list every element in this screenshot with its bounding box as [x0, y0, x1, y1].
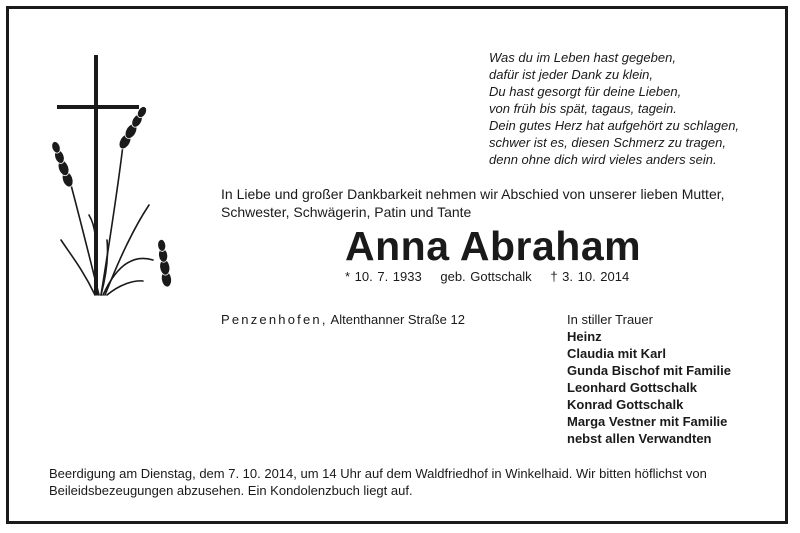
- mourner-name: Marga Vestner mit Familie: [567, 414, 728, 429]
- life-dates: [345, 269, 643, 284]
- wheat-icon: [61, 145, 153, 295]
- poem-line: Was du im Leben hast gegeben,: [489, 50, 676, 65]
- address: [221, 312, 465, 327]
- wheat-heads: [49, 104, 172, 287]
- mourner-name: Konrad Gottschalk: [567, 397, 684, 412]
- poem-line: von früh bis spät, tagaus, tagein.: [489, 101, 677, 116]
- maiden-name: geb. Gottschalk: [440, 269, 532, 284]
- address-street: Altenthanner Straße 12: [330, 312, 465, 327]
- mourner-name: Heinz: [567, 329, 602, 344]
- mourners-lead: In stiller Trauer: [567, 312, 653, 327]
- memorial-poem: [489, 49, 739, 168]
- poem-line: denn ohne dich wird vieles anders sein.: [489, 152, 717, 167]
- mourner-name: Gunda Bischof mit Familie: [567, 363, 731, 378]
- intro-text: In Liebe und großer Dankbarkeit nehmen wir Abschied von unserer lieben Mutter, Schwester, Schwägerin, Patin und Tante: [221, 186, 725, 220]
- poem-line: schwer ist es, diesen Schmerz zu tragen,: [489, 135, 726, 150]
- cross-with-wheat-icon: [49, 55, 189, 335]
- address-town: Penzenhofen,: [221, 312, 328, 327]
- poem-line: Dein gutes Herz hat aufgehört zu schlagen,: [489, 118, 740, 133]
- mourners-list: [567, 311, 731, 447]
- mourner-name: nebst allen Verwandten: [567, 431, 712, 446]
- death-date: † 3. 10. 2014: [550, 269, 630, 284]
- mourner-name: Claudia mit Karl: [567, 346, 666, 361]
- deceased-name: Anna Abraham: [345, 223, 642, 269]
- birth-date: * 10. 7. 1933: [345, 269, 422, 284]
- poem-line: dafür ist jeder Dank zu klein,: [489, 67, 654, 82]
- poem-line: Du hast gesorgt für deine Lieben,: [489, 84, 682, 99]
- obituary-card: [6, 6, 788, 524]
- mourner-name: Leonhard Gottschalk: [567, 380, 698, 395]
- funeral-notice: Beerdigung am Dienstag, dem 7. 10. 2014, um 14 Uhr auf dem Waldfriedhof in Winkelhaid. Wir bitten höflichst von Beileidsbezeugungen abzusehen. Ein Kondolenzbuch liegt auf.: [49, 466, 707, 498]
